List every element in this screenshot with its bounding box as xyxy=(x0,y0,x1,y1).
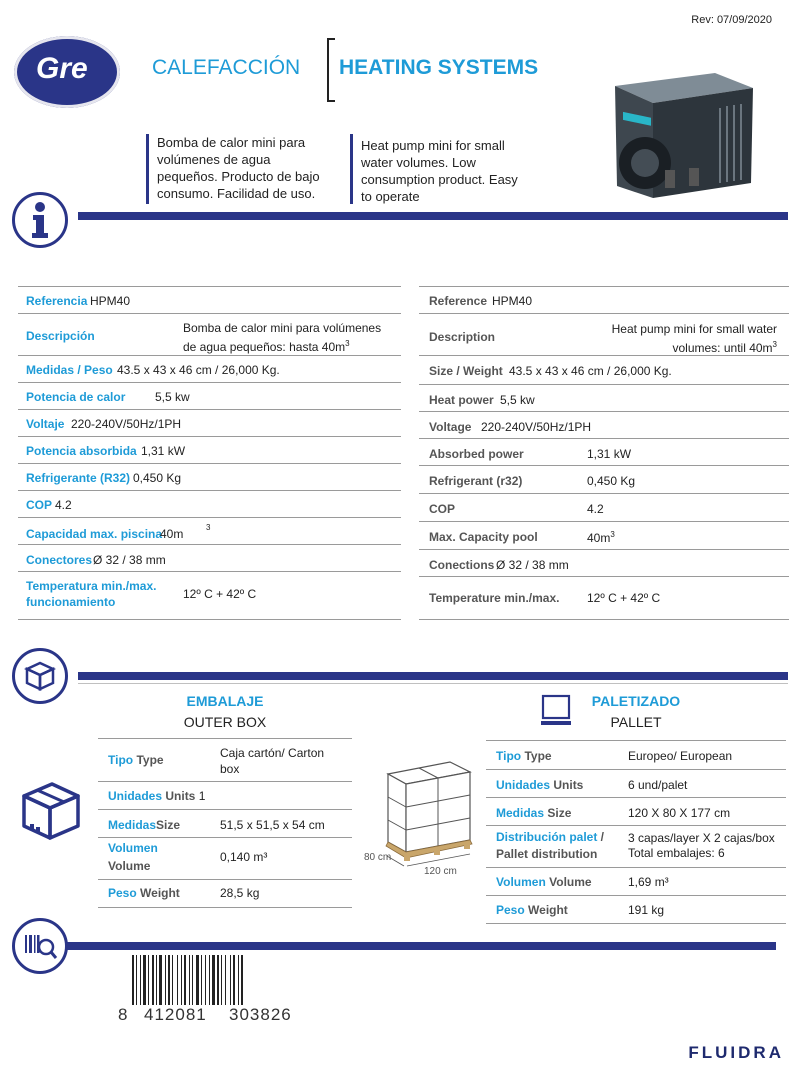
spec-label: Medidas / Peso xyxy=(26,363,113,377)
spec-sup: 3 xyxy=(772,340,777,349)
packaging-value: 51,5 x 51,5 x 54 cm xyxy=(220,818,325,832)
spec-label: Voltage xyxy=(429,420,472,434)
spec-row xyxy=(18,436,401,463)
packaging-section-bar xyxy=(78,672,788,680)
barcode-digit-prefix: 8 xyxy=(118,1005,128,1024)
box-circle xyxy=(12,648,68,704)
barcode-bar xyxy=(196,955,199,1005)
spec-label: Refrigerant (r32) xyxy=(429,474,523,488)
spec-value: HPM40 xyxy=(90,294,131,308)
spec-row xyxy=(18,313,401,355)
specs-table-es xyxy=(18,286,401,622)
spec-value: 1,31 kW xyxy=(587,447,632,461)
outer-box-icon xyxy=(20,780,82,842)
desc-en-bar xyxy=(350,134,353,204)
spec-row xyxy=(419,465,789,493)
barcode-digits-right: 303826 xyxy=(229,1005,292,1024)
gre-logo xyxy=(14,36,120,108)
spec-label: Max. Capacity pool xyxy=(429,530,538,544)
pallet-label-en: Size xyxy=(547,806,572,820)
spec-row xyxy=(419,384,789,411)
info-circle xyxy=(12,192,68,248)
packaging-value: 28,5 kg xyxy=(220,886,260,900)
barcode-bar xyxy=(172,955,173,1005)
pallet-value: 120 X 80 X 177 cm xyxy=(628,806,731,820)
spec-value: 40m xyxy=(587,531,611,545)
spec-value: 4.2 xyxy=(55,498,72,512)
spec-row xyxy=(18,463,401,490)
spec-label: Referencia xyxy=(26,294,88,308)
title-bracket xyxy=(327,38,335,102)
barcode-bar xyxy=(159,955,162,1005)
spec-row xyxy=(18,490,401,517)
spec-row xyxy=(419,355,789,384)
spec-row xyxy=(419,411,789,438)
pallet-row xyxy=(486,867,786,895)
barcode-bar xyxy=(217,955,219,1005)
spec-label: Potencia de calor xyxy=(26,390,126,404)
spec-row xyxy=(419,438,789,465)
packaging-label-en: Type xyxy=(136,753,164,767)
spec-label: Description xyxy=(429,330,496,344)
packaging-label-en: Weight xyxy=(140,886,180,900)
packaging-label-en: Size xyxy=(156,818,181,832)
barcode-bar xyxy=(201,955,202,1005)
spec-row xyxy=(18,382,401,409)
barcode-bar xyxy=(136,955,137,1005)
spec-row xyxy=(18,571,401,617)
pallet-label-es: Medidas xyxy=(496,806,545,820)
pallet-label-es: Tipo xyxy=(496,749,522,763)
barcode-bar xyxy=(177,955,178,1005)
title-en: HEATING SYSTEMS xyxy=(339,56,539,79)
packaging-table xyxy=(98,738,352,910)
spec-value: 12º C + 42º C xyxy=(587,591,661,605)
barcode-bar xyxy=(189,955,190,1005)
pallet-value: Europeo/ European xyxy=(628,749,733,763)
spec-label: Size / Weight xyxy=(429,364,503,378)
spec-value: 40m xyxy=(160,527,184,541)
pallet-width-label: 120 cm xyxy=(424,866,457,877)
title-es: CALEFACCIÓN xyxy=(152,56,301,79)
pallet-label-en: Weight xyxy=(528,903,568,917)
packaging-row xyxy=(98,738,352,782)
pallet-label-es: Distribución palet xyxy=(496,830,598,844)
barcode-bar xyxy=(132,955,134,1005)
pallet-value: 1,69 m³ xyxy=(628,875,669,889)
info-icon xyxy=(15,195,65,245)
packaging-row xyxy=(98,879,352,907)
pallet-value: 3 capas/layer X 2 cajas/box xyxy=(628,831,775,845)
packaging-label-es: Peso xyxy=(108,886,137,900)
barcode-bar xyxy=(225,955,226,1005)
barcode-bar xyxy=(230,955,231,1005)
spec-row xyxy=(419,549,789,576)
spec-label: COP xyxy=(26,498,53,512)
pallet-table xyxy=(486,740,786,925)
pallet-label-es: Peso xyxy=(496,903,525,917)
barcode-bar xyxy=(233,955,235,1005)
spec-value: 220-240V/50Hz/1PH xyxy=(481,420,592,434)
info-section-bar xyxy=(78,212,788,220)
pallet-row xyxy=(486,740,786,769)
spec-label: Descripción xyxy=(26,329,95,343)
spec-row xyxy=(18,355,401,382)
pallet-row: Distribución palet / Pallet distribution 3 capas/layer X 2 cajas/box Total embalajes: 6 xyxy=(496,830,775,861)
spec-value: 5,5 kw xyxy=(500,393,535,407)
spec-row xyxy=(18,544,401,571)
pallet-row xyxy=(486,895,786,923)
barcode-section-bar xyxy=(66,942,776,950)
spec-value: Ø 32 / 38 mm xyxy=(93,553,166,567)
barcode-bar xyxy=(140,955,141,1005)
packaging-section-underline xyxy=(78,683,788,684)
revision-date: Rev: 07/09/2020 xyxy=(691,14,772,26)
barcode-search-icon xyxy=(15,921,65,971)
pallet-row xyxy=(486,769,786,797)
packaging-value: 1 xyxy=(198,789,206,803)
barcode-digits-left: 412081 xyxy=(144,1005,207,1024)
pallet-value-line2: Total embalajes: 6 xyxy=(628,846,725,860)
fluidra-logo: FLUIDRA xyxy=(688,1043,784,1062)
spec-label: Temperature min./max. xyxy=(429,591,560,605)
barcode-bar xyxy=(212,955,215,1005)
barcode-bar xyxy=(221,955,222,1005)
spec-value: 0,450 Kg xyxy=(587,474,636,488)
barcode-bar xyxy=(192,955,193,1005)
barcode-bar xyxy=(209,955,210,1005)
pallet-label-en: Type xyxy=(524,749,552,763)
spec-row xyxy=(18,409,401,436)
packaging-label-es: Medidas xyxy=(108,818,157,832)
spec-label: Capacidad max. piscina xyxy=(26,527,163,541)
heat-pump-image xyxy=(605,48,765,208)
spec-value: 1,31 kW xyxy=(141,444,186,458)
spec-row xyxy=(419,313,789,355)
packaging-label-es: Tipo xyxy=(108,753,134,767)
description-es: Bomba de calor mini para volúmenes de agua pequeños. Producto de bajo consumo. Facilidad de uso. xyxy=(157,135,320,201)
packaging-label-es: Volumen xyxy=(108,841,158,855)
spec-label: Heat power xyxy=(429,393,494,407)
packaging-value: 0,140 m³ xyxy=(220,850,268,864)
spec-label: Reference xyxy=(429,294,488,308)
spec-value: Ø 32 / 38 mm xyxy=(496,558,569,572)
pallet-depth-label: 80 cm xyxy=(364,852,392,863)
pallet-title-en: PALLET xyxy=(610,714,662,730)
spec-label: Conectores xyxy=(26,553,93,567)
spec-label: COP xyxy=(429,502,456,516)
spec-value: HPM40 xyxy=(492,294,533,308)
spec-value: 12º C + 42º C xyxy=(183,587,257,601)
barcode-bar xyxy=(168,955,170,1005)
barcode-bar xyxy=(156,955,157,1005)
packaging-value: Caja cartón/ Carton box xyxy=(220,746,325,776)
barcode-bar xyxy=(238,955,239,1005)
barcode xyxy=(130,955,306,1011)
spec-row xyxy=(419,521,789,549)
packaging-title-es: EMBALAJE xyxy=(186,693,264,709)
spec-row xyxy=(18,517,401,544)
spec-label: Potencia absorbida xyxy=(26,444,137,458)
spec-value: 43.5 x 43 x 46 cm / 26,000 Kg. xyxy=(117,363,280,377)
pallet-label-es: Volumen xyxy=(496,875,546,889)
spec-sup: 3 xyxy=(345,339,350,348)
barcode-bar xyxy=(184,955,186,1005)
packaging-row xyxy=(98,837,352,879)
spec-label: Refrigerante (R32) xyxy=(26,471,131,485)
pallet-label-en: Pallet distribution xyxy=(496,847,598,861)
barcode-bar xyxy=(143,955,146,1005)
barcode-bar xyxy=(148,955,149,1005)
spec-value: 220-240V/50Hz/1PH xyxy=(71,417,182,431)
pallet-row xyxy=(486,797,786,825)
spec-value: 4.2 xyxy=(587,502,604,516)
packaging-label-en: Units xyxy=(165,789,196,803)
specs-table-en xyxy=(419,286,789,622)
barcode-bar xyxy=(205,955,206,1005)
spec-sup: 3 xyxy=(206,523,211,532)
spec-value: 0,450 Kg xyxy=(133,471,182,485)
pallet-title-es: PALETIZADO xyxy=(591,693,681,709)
spec-value: 5,5 kw xyxy=(155,390,190,404)
pallet-value: 191 kg xyxy=(628,903,665,917)
spec-value: 43.5 x 43 x 46 cm / 26,000 Kg. xyxy=(509,364,672,378)
spec-row xyxy=(18,286,401,313)
pallet-label-en: Units xyxy=(553,778,584,792)
pallet-value: 6 und/palet xyxy=(628,778,688,792)
pallet-label-en: Volume xyxy=(549,875,592,889)
packaging-row xyxy=(98,809,352,837)
spec-value: Heat pump mini for small water volumes: until 40m xyxy=(611,322,777,355)
packaging-row xyxy=(98,781,352,808)
spec-label: Voltaje xyxy=(26,417,65,431)
packaging-label-en: Volume xyxy=(108,859,151,873)
spec-value: Bomba de calor mini para volúmenes de agua pequeños: hasta 40m xyxy=(183,321,382,354)
packaging-label-es: Unidades xyxy=(108,789,163,803)
desc-es-bar xyxy=(146,134,149,204)
barcode-bar xyxy=(241,955,243,1005)
spec-row xyxy=(419,286,789,313)
barcode-circle xyxy=(12,918,68,974)
barcode-bar xyxy=(181,955,182,1005)
spec-label: Temperatura min./max. funcionamiento xyxy=(26,579,157,609)
spec-label: Absorbed power xyxy=(429,447,524,461)
barcode-bar xyxy=(152,955,154,1005)
pallet-label-es: Unidades xyxy=(496,778,551,792)
packaging-title-en: OUTER BOX xyxy=(183,714,267,730)
description-en: Heat pump mini for small water volumes. Low consumption product. Easy to operate xyxy=(361,138,518,204)
spec-row xyxy=(419,493,789,521)
spec-label: Conections xyxy=(429,558,495,572)
spec-sup: 3 xyxy=(610,530,615,539)
box-icon xyxy=(15,651,65,701)
gre-logo-text: Gre xyxy=(36,52,88,85)
barcode-bar xyxy=(165,955,166,1005)
spec-row xyxy=(419,576,789,619)
